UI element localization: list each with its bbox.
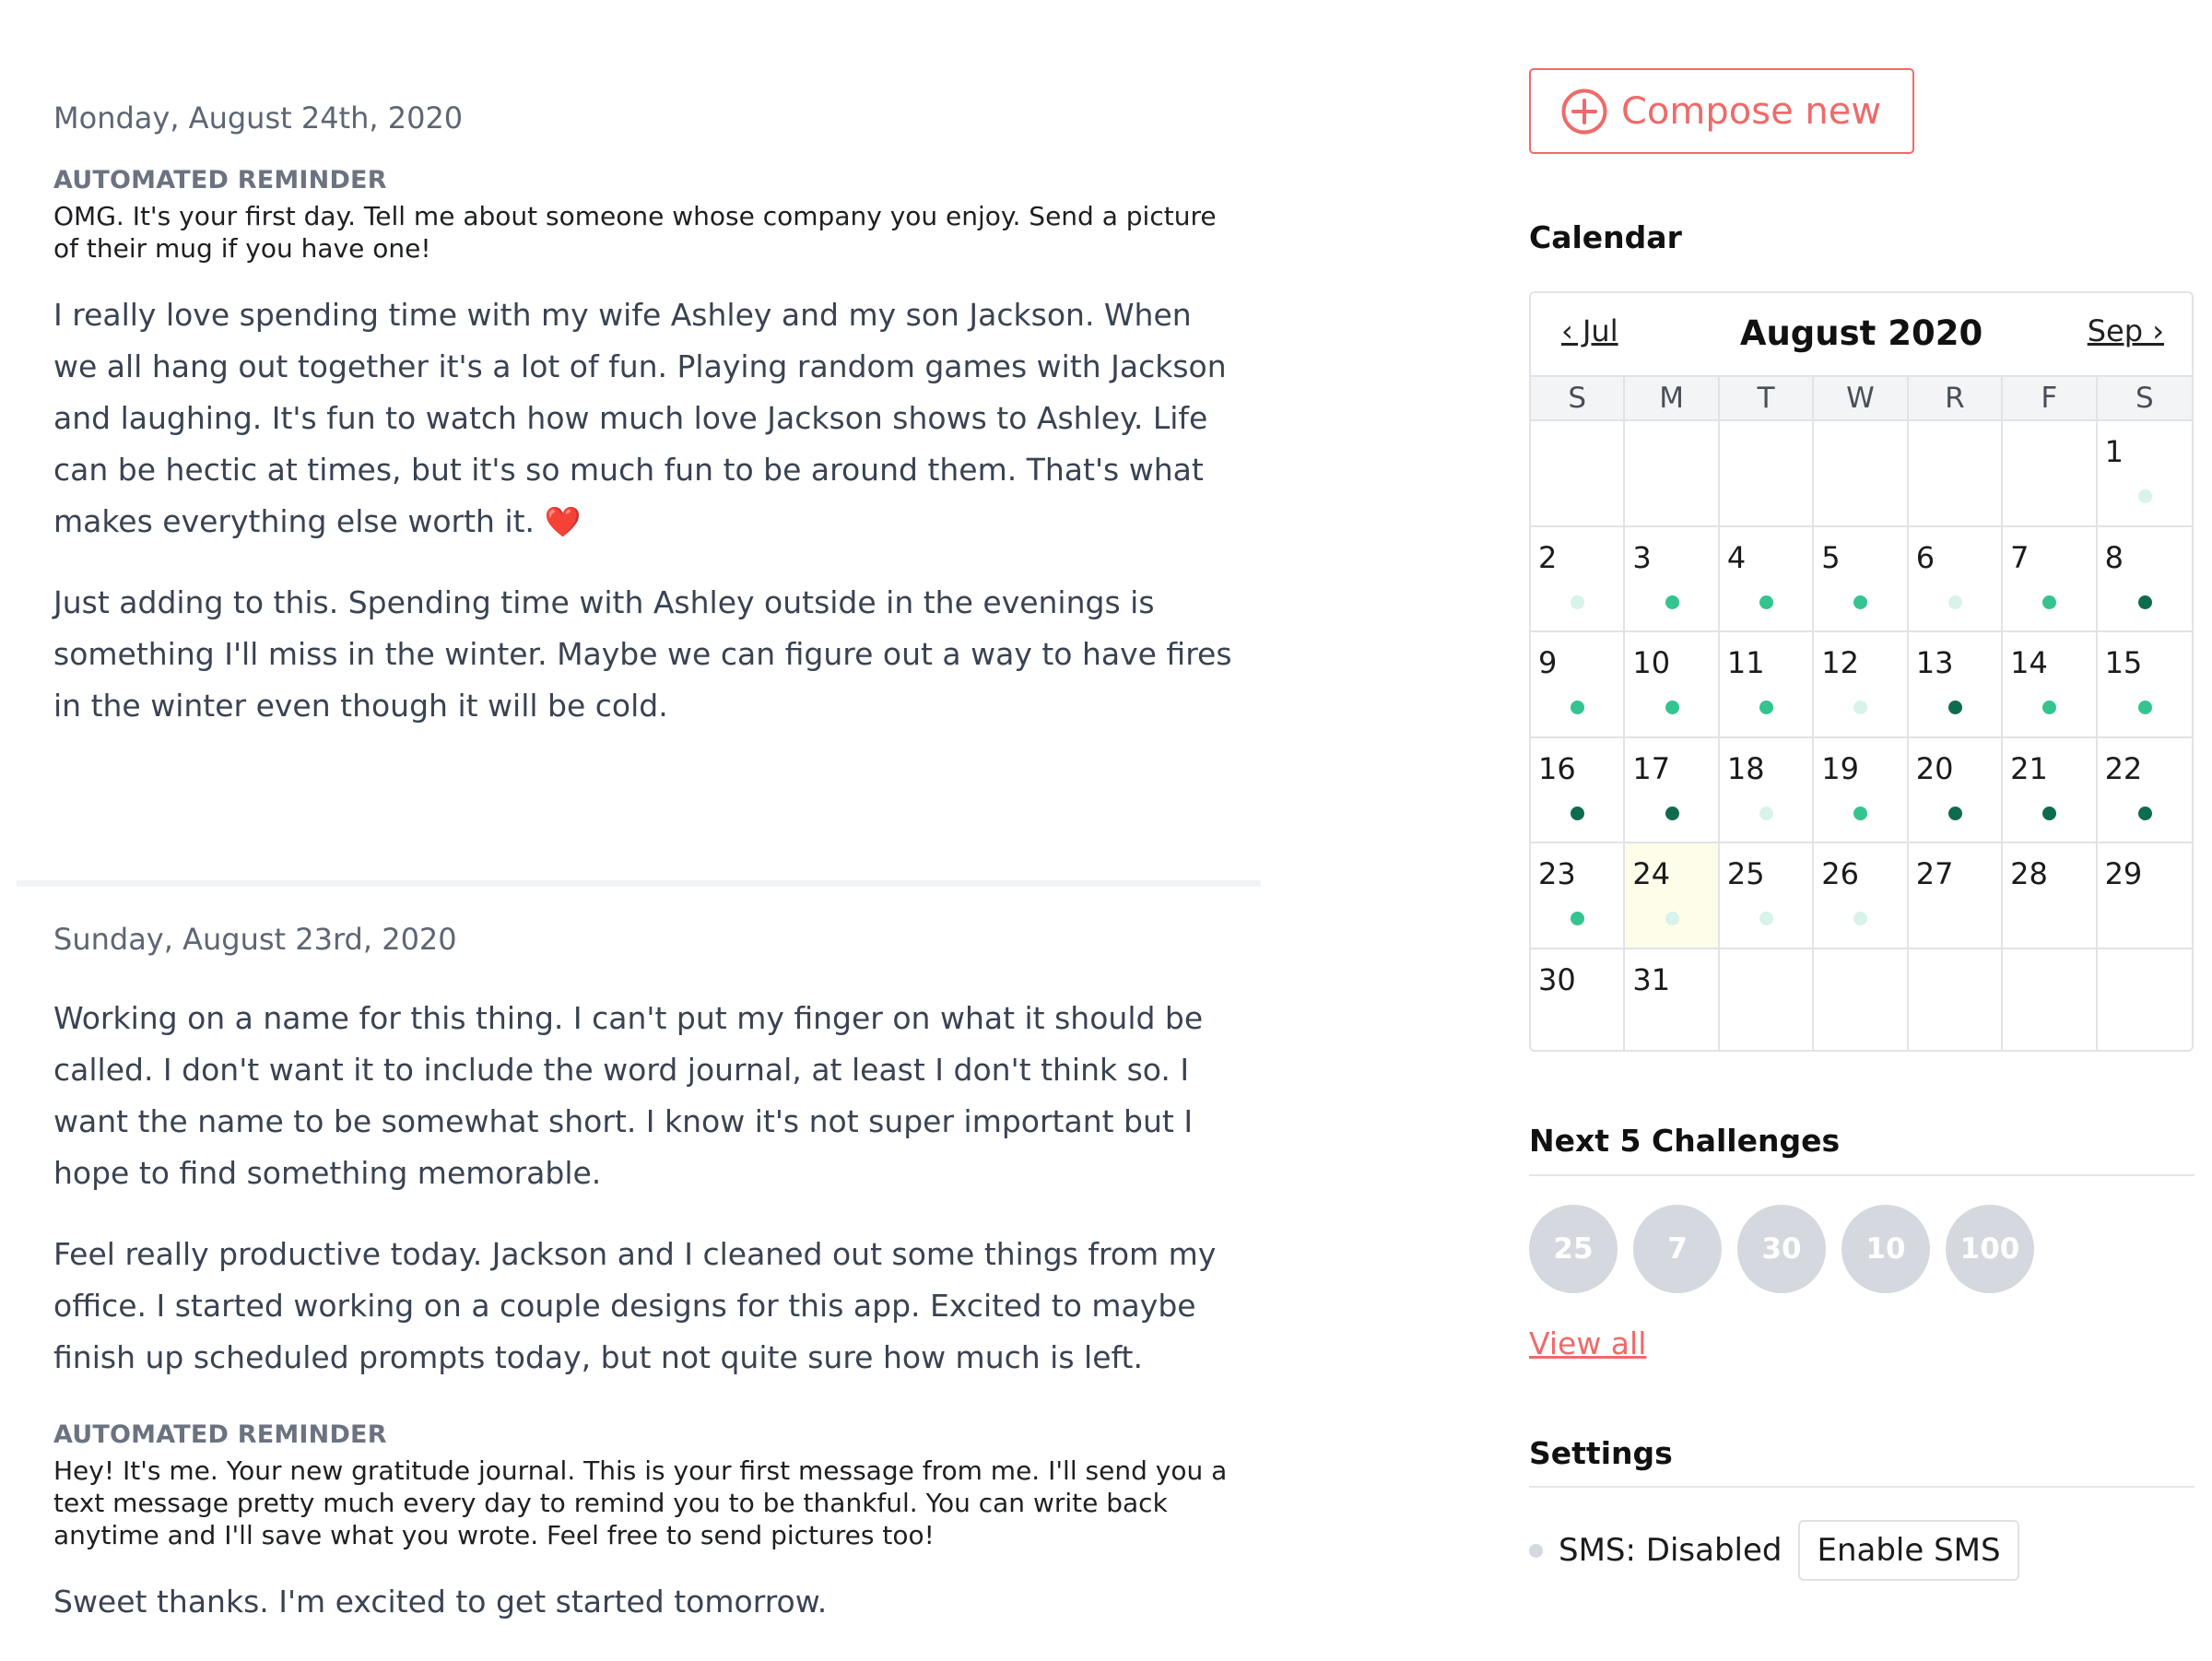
sms-setting [1529,1520,2019,1581]
calendar-day[interactable] [1814,843,1908,949]
day-number: 28 [2010,856,2048,891]
reminder-label: AUTOMATED REMINDER [53,166,387,194]
calendar-day[interactable] [1531,527,1625,633]
calendar-day[interactable] [1531,738,1625,844]
day-number: 3 [1632,539,1652,575]
day-number: 13 [1915,645,1954,680]
calendar-next-link[interactable]: Sep › [2087,313,2164,348]
entry-paragraph: Feel really productive today. Jackson and I cleaned out some things from my office. I started working on a couple designs for this app. Excited to maybe finish up scheduled prompts today, but not quite sure how much is left. [53,1236,1217,1375]
day-number: 14 [2010,645,2048,680]
day-number: 23 [1538,856,1576,891]
entry-dot-icon [1571,595,1584,609]
weekday-label: F [2003,377,2097,419]
day-number: 4 [1726,539,1747,575]
reminder-label: AUTOMATED REMINDER [53,1420,387,1449]
entry-dot-icon [2138,807,2152,820]
entry-dot-icon [2042,807,2056,820]
day-number: 20 [1915,750,1954,786]
day-number: 22 [2104,750,2143,786]
challenge-badge: 30 [1737,1205,1826,1293]
entry-dot-icon [1853,701,1867,714]
calendar-empty-cell [1909,421,2003,527]
weekday-label: R [1909,377,2003,419]
entry-date: Monday, August 24th, 2020 [53,100,464,135]
calendar-day[interactable] [2098,632,2192,738]
calendar-day[interactable] [2098,421,2192,527]
calendar-day[interactable] [1625,632,1719,738]
calendar-day[interactable] [1814,527,1908,633]
calendar-empty-cell [1625,421,1719,527]
calendar-day[interactable] [2098,738,2192,844]
calendar-day[interactable] [1909,738,2003,844]
day-number: 5 [1821,539,1841,575]
calendar-day[interactable] [2003,632,2097,738]
calendar-empty-cell [1531,421,1625,527]
heart-icon: ❤️ [544,504,582,539]
day-number: 24 [1632,856,1671,891]
entry-paragraph: I really love spending time with my wife Ashley and my son Jackson. When we all hang out together it's a lot of fun. Playing random games with Jackson and laughing. It's fun to watch how much love Jackson shows to Ashley. Life can be hectic at times, but it's so much fun to be around them. That's what makes everything else worth it. ❤️ [53,297,1227,539]
day-number: 19 [1821,750,1859,786]
calendar-empty-cell [2003,421,2097,527]
day-number: 30 [1538,961,1576,997]
day-number: 17 [1632,750,1671,786]
calendar-day[interactable] [2098,527,2192,633]
challenge-badge: 10 [1841,1205,1930,1293]
calendar-day[interactable] [1720,527,1814,633]
day-number: 21 [2010,750,2048,786]
plus-circle-icon [1560,88,1608,135]
challenges-list [1529,1205,2034,1293]
entry-dot-icon [1759,912,1773,925]
day-number: 9 [1538,645,1558,680]
entry-dot-icon [1853,807,1867,820]
entry-divider [17,880,1261,887]
entry-dot-icon [2138,595,2152,609]
day-number: 31 [1632,961,1671,997]
day-number: 1 [2104,434,2124,469]
sidebar [1527,0,2195,1661]
calendar-empty-cell [2098,949,2192,1053]
calendar-title: Calendar [1529,219,1682,255]
status-dot-icon [1529,1544,1543,1558]
reminder-text: OMG. It's your first day. Tell me about someone whose company you enjoy. Send a picture of their mug if you have one! [53,201,1217,264]
entry-date: Sunday, August 23rd, 2020 [53,922,457,957]
calendar-day[interactable] [1909,843,2003,949]
day-number: 26 [1821,856,1859,891]
entry-dot-icon [2042,701,2056,714]
day-number: 8 [2104,539,2124,575]
entry-dot-icon [2042,595,2056,609]
entry-dot-icon [1948,807,1962,820]
calendar-prev-link[interactable]: ‹ Jul [1561,313,1618,348]
journal-entry [53,100,1233,732]
compose-new-label: Compose new [1621,89,1882,133]
day-number: 27 [1915,856,1954,891]
section-divider [1529,1486,2194,1488]
entry-reply: Sweet thanks. I'm excited to get started tomorrow. [53,1584,828,1620]
reminder-text: Hey! It's me. Your new gratitude journal. This is your first message from me. I'll send you a text message pretty much every day to remind you to be thankful. You can write back anytime and I'll save what you wrote. Feel free to send pictures too! [53,1455,1228,1550]
day-number: 15 [2104,645,2143,680]
calendar-empty-cell [1814,421,1908,527]
calendar-empty-cell [1909,949,2003,1053]
calendar-empty-cell [1720,949,1814,1053]
calendar-empty-cell [2003,949,2097,1053]
calendar-header [1531,293,2192,375]
day-number: 12 [1821,645,1859,680]
day-number: 6 [1915,539,1936,575]
calendar-day[interactable] [2003,843,2097,949]
entry-dot-icon [1948,701,1962,714]
calendar-day[interactable] [1625,843,1719,949]
view-all-link[interactable]: View all [1529,1325,1647,1361]
weekday-label: M [1625,377,1719,419]
enable-sms-button[interactable]: Enable SMS [1798,1520,2018,1581]
entry-dot-icon [2138,489,2152,503]
compose-new-button[interactable] [1529,68,1914,154]
entry-dot-icon [1853,595,1867,609]
calendar-day[interactable] [2098,843,2192,949]
calendar-day[interactable] [1625,527,1719,633]
entry-dot-icon [1759,807,1773,820]
calendar-day[interactable] [1531,632,1625,738]
calendar-day[interactable] [1814,738,1908,844]
entry-dot-icon [1665,595,1679,609]
calendar-day[interactable] [2003,738,2097,844]
day-number: 11 [1726,645,1765,680]
day-number: 10 [1632,645,1671,680]
calendar-day[interactable] [1909,527,2003,633]
entry-dot-icon [1759,595,1773,609]
calendar-day[interactable] [1625,949,1719,1053]
calendar [1529,291,2194,1052]
day-number: 16 [1538,750,1576,786]
challenges-title: Next 5 Challenges [1529,1123,1841,1159]
section-divider [1529,1174,2194,1176]
calendar-empty-cell [1814,949,1908,1053]
entry-dot-icon [1853,912,1867,925]
settings-title: Settings [1529,1435,1673,1471]
calendar-month: August 2020 [1739,313,1983,353]
weekday-header [1531,375,2192,421]
calendar-day[interactable] [2003,527,2097,633]
weekday-label: S [1531,377,1625,419]
calendar-grid [1531,421,2192,1052]
weekday-label: T [1720,377,1814,419]
day-number: 7 [2010,539,2030,575]
calendar-day[interactable] [1625,738,1719,844]
weekday-label: S [2135,382,2154,415]
day-number: 2 [1538,539,1558,575]
sms-status: SMS: Disabled [1559,1532,1783,1569]
entry-dot-icon [2138,701,2152,714]
challenge-badge: 100 [1946,1205,2034,1293]
entry-dot-icon [1571,912,1584,925]
calendar-day[interactable] [1531,949,1625,1053]
day-number: 29 [2104,856,2143,891]
calendar-day[interactable] [1531,843,1625,949]
calendar-empty-cell [1720,421,1814,527]
entry-dot-icon [1571,807,1584,820]
entry-paragraph: Working on a name for this thing. I can't put my finger on what it should be called. I don't want it to include the word journal, at least I don't think so. I want the name to be somewhat short. I know it's not super important but I hope to find something memorable. [53,1000,1204,1191]
day-number: 25 [1726,856,1765,891]
entry-dot-icon [1571,701,1584,714]
calendar-day[interactable] [1814,632,1908,738]
entry-dot-icon [1665,912,1679,925]
weekday-label: W [1814,377,1908,419]
challenge-badge: 25 [1529,1205,1618,1293]
calendar-day[interactable] [1720,843,1814,949]
day-number: 18 [1726,750,1765,786]
calendar-day[interactable] [1720,738,1814,844]
calendar-day[interactable] [1720,632,1814,738]
calendar-day[interactable] [1909,632,2003,738]
journal-entry [53,922,1233,1628]
entry-dot-icon [1665,807,1679,820]
challenge-badge: 7 [1633,1205,1722,1293]
entry-paragraph: Just adding to this. Spending time with Ashley outside in the evenings is something I'll miss in the winter. Maybe we can figure out a way to have fires in the winter even though it will be cold. [53,584,1232,724]
entry-dot-icon [1665,701,1679,714]
entry-dot-icon [1759,701,1773,714]
entry-dot-icon [1948,595,1962,609]
